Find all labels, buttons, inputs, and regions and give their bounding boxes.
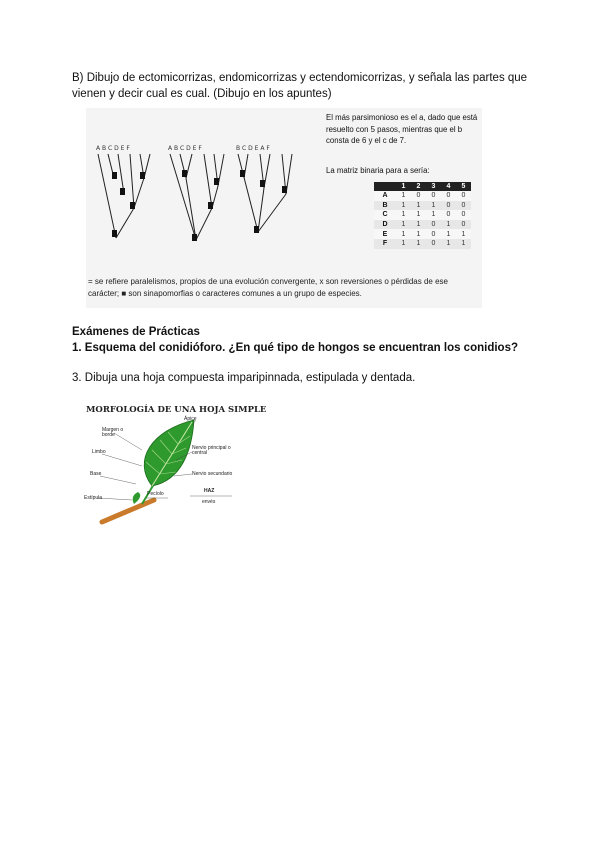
matrix-taxon: C [374,210,396,220]
matrix-cell: 1 [396,220,411,230]
matrix-cell: 1 [456,229,471,239]
matrix-cell: 1 [396,229,411,239]
matrix-taxon: A [374,191,396,201]
matrix-cell: 0 [441,201,456,211]
matrix-cell: 1 [456,239,471,249]
matrix-cell: 1 [441,220,456,230]
matrix-taxon: D [374,220,396,230]
matrix-cell: 0 [426,191,441,201]
svg-text:A B C D E F: A B C D E F [96,145,130,152]
leaf-figure-title: MORFOLOGÍA DE UNA HOJA SIMPLE [86,405,267,415]
section-b-line-2: vienen y decir cual es cual. (Dibujo en los apuntes) [72,88,332,100]
matrix-col-header: 5 [456,182,471,191]
matrix-cell: 0 [456,220,471,230]
matrix-col-header: 3 [426,182,441,191]
matrix-cell: 0 [426,229,441,239]
label-apex: Ápice [184,416,197,422]
leaf-drawing [72,400,242,530]
label-secondary-vein: Nervio secundario [192,471,233,477]
matrix-cell: 1 [396,201,411,211]
stipule-shape [133,492,141,504]
label-stipule: Estípula [84,495,103,501]
matrix-cell: 1 [411,220,426,230]
leaf-morphology-figure [72,400,267,530]
matrix-row [374,210,471,220]
exam-question-1: 1. Esquema del conidióforo. ¿En qué tipo de hongos se encuentran los conidios? [72,342,518,354]
matrix-row [374,191,471,201]
matrix-taxon: B [374,201,396,211]
exams-heading: Exámenes de Prácticas [72,326,200,338]
matrix-col-header: 4 [441,182,456,191]
label-blade: Limbo [92,449,106,455]
matrix-col-header: 2 [411,182,426,191]
matrix-cell: 0 [426,239,441,249]
label-base: Base [90,471,102,477]
matrix-col-header: 1 [396,182,411,191]
stem-shape [102,500,154,522]
matrix-taxon: E [374,229,396,239]
matrix-cell: 1 [411,229,426,239]
matrix-cell: 1 [426,210,441,220]
matrix-cell: 1 [411,210,426,220]
matrix-cell: 1 [411,239,426,249]
svg-text:A B C D E F: A B C D E F [168,145,202,152]
label-petiole: Pecíolo [147,491,164,497]
matrix-cell: 1 [441,239,456,249]
binary-matrix [374,182,471,249]
matrix-cell: 0 [456,191,471,201]
matrix-title: La matriz binaria para a sería: [326,166,430,175]
matrix-row [374,229,471,239]
label-margin: Margen o borde [102,427,124,438]
label-lower-side: envés [202,499,216,505]
matrix-cell: 0 [426,220,441,230]
matrix-cell: 0 [456,201,471,211]
matrix-cell: 1 [426,201,441,211]
matrix-cell: 0 [411,191,426,201]
matrix-cell: 1 [411,201,426,211]
matrix-cell: 0 [441,210,456,220]
matrix-corner [374,182,396,191]
matrix-cell: 1 [396,191,411,201]
matrix-taxon: F [374,239,396,249]
label-upper-side: HAZ [204,488,215,494]
parsimony-note: El más parsimonioso es el a, dado que está resuelto con 5 pasos, mientras que el b consta de 6 y el c de 7. [326,113,478,145]
cladogram-trees [86,108,322,258]
label-main-vein: Nervio principal o central [192,445,231,456]
matrix-cell: 1 [441,229,456,239]
matrix-cell: 0 [456,210,471,220]
svg-text:B C D E A F: B C D E A F [236,145,270,152]
exam-question-3: 3. Dibuja una hoja compuesta imparipinnada, estipulada y dentada. [72,372,416,384]
cladogram-figure [86,108,482,308]
matrix-row [374,239,471,249]
section-b-line-1: B) Dibujo de ectomicorrizas, endomicorrizas y ectendomicorrizas, y señala las partes que [72,72,528,84]
cladogram-caption: = se refiere paralelismos, propios de una evolución convergente, x son reversiones o pérdidas de ese carácter; ■ son sinapomorfias o caracteres comunes a un grupo de especies. [88,277,448,298]
matrix-cell: 1 [396,210,411,220]
matrix-row [374,220,471,230]
matrix-cell: 1 [396,239,411,249]
matrix-cell: 0 [441,191,456,201]
matrix-row [374,201,471,211]
